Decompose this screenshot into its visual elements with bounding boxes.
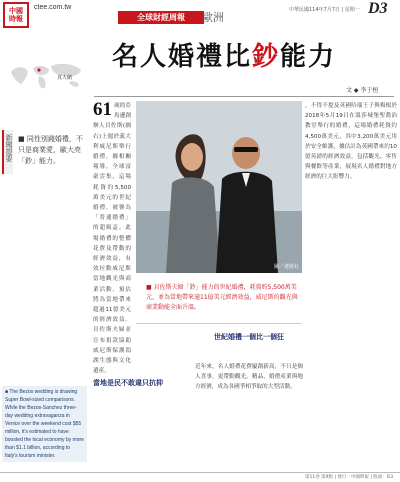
article-column-a [93, 101, 131, 473]
dropcap: 61 [93, 101, 112, 120]
byline: 文 ◆ 李于桓 [346, 87, 379, 94]
weekly-banner: 全球財經周報 [118, 11, 204, 24]
byline-divider [94, 96, 394, 97]
wedding-photo [136, 101, 302, 273]
headline-highlight: 鈔 [252, 42, 281, 72]
footer-page-info: 第11卷 第9版 | 發行：中國時報 | 版面：D3 [305, 475, 394, 480]
couple-illustration [136, 101, 302, 273]
section-vertical-label: 新聞提要 [5, 134, 13, 162]
paper-date-info: 中華民國114年7月7日 | 星期一 [289, 7, 360, 13]
left-sidebar [0, 30, 87, 482]
masthead-logo [3, 2, 29, 28]
headline [112, 36, 392, 73]
page-code: D3 [368, 0, 388, 17]
section-vertical-tab [2, 130, 13, 174]
sidebar-person-label: 真人網 [57, 75, 73, 81]
site-url: ctee.com.tw [34, 4, 72, 11]
section-tag: 歐洲 [202, 11, 224, 24]
world-map-icon [3, 58, 87, 94]
logo-top-text: 中國 [9, 6, 23, 15]
photo-credit: 圖／達路社 [273, 264, 299, 270]
article-column-c: ，不得不提及英國哈瑞王子與梅根於2018年5月19日在溫莎城堡聖喬治教堂舉行的婚禮，這場婚禮耗資約4,500萬美元，其中3,200萬美元用於安全維護，據估計為英國帶來約10億英鎊的經濟效益，包括觀光、零售與餐飲等產業，展現名人婚禮對地方經濟的巨大影響力。 [305, 103, 397, 181]
logo-bottom-text: 時報 [9, 14, 23, 23]
subhead-b: 世紀婚禮一個比一個狂 [214, 333, 284, 341]
column-a-text: 歲的亞馬遜創辦人貝佐斯(圖右)上週於義大利威尼斯舉行婚禮，據相關報導，全球富豪雲集，這場耗資約5,500萬美元的世紀婚禮，被譽為「普通婚禮」的超級盃。此場婚禮的整體花費及帶動的經濟效益，有效拉動威尼斯當地觀光與商業活動，預估將為當地帶來超過11億美元的經濟效益。貝佐斯夫婦並宣布捐款協助威尼斯保護潟湖生態與文化遺產。 [93, 103, 131, 375]
caption-divider [136, 323, 302, 324]
article-column-b: 近年來，名人婚禮花費屢創新高，不只是個人喜事，更帶動觀光、精品、婚禮產業與地方經濟，成為各國爭相爭取的大型活動。 [195, 364, 303, 391]
subhead-a: 當地是民不敢違只抗抑 [93, 379, 163, 387]
footer-divider [0, 472, 400, 473]
headline-part1: 名人婚禮比 [112, 42, 253, 72]
photo-caption: ■ 貝佐斯夫婦「鈔」能力的世紀婚禮，耗資約5,500萬美元，並為當地帶來逾11億美元經濟效益，威尼斯的觀光與商業動能全面升溫。 [146, 284, 298, 311]
english-summary: ■ The Bezos wedding is drawing Super Bowl-sized comparisons. While the Bezos-Sanchez three-day wedding extravaganza in Venice over the weekend cost $55 million, it's estimated to have boosted the local economy by more than $1.1 billion, according to Italy's tourism minister. [2, 386, 87, 462]
headline-part2: 能力 [280, 42, 337, 72]
lead-summary: ■ 同性別錢婚禮，不只是商業愛，歐大亮「鈔」能力。 [18, 135, 83, 165]
